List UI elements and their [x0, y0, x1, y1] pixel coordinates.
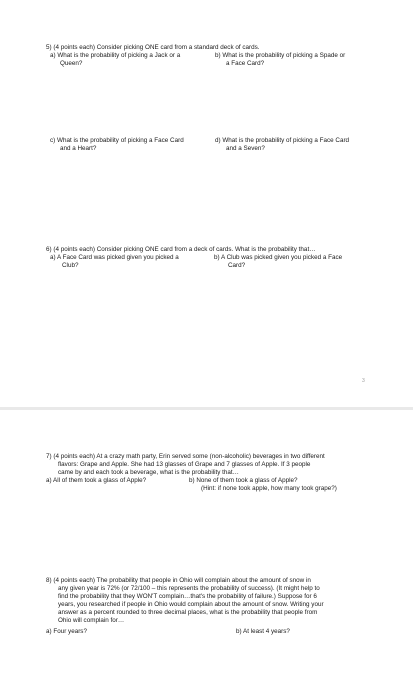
q5a-line1: a) What is the probability of picking a Jack or a: [50, 52, 181, 59]
q8-line5: answer as a percent rounded to three decimal places, what is the probability that people from: [58, 609, 318, 616]
q5b-line2: a Face Card?: [226, 60, 265, 67]
q8a: a) Four years?: [46, 628, 87, 635]
q6-heading: 6) (4 points each) Consider picking ONE card from a deck of cards. What is the probability that…: [46, 246, 316, 253]
q7b: b) None of them took a glass of Apple?: [189, 477, 298, 484]
q5-heading: 5) (4 points each) Consider picking ONE card from a standard deck of cards.: [46, 44, 260, 51]
worksheet-page-4: [0, 410, 413, 700]
q5c-line1: c) What is the probability of picking a Face Card: [50, 137, 184, 144]
q7-line2: flavors: Grape and Apple. She had 13 glasses of Grape and 7 glasses of Apple. If 3 people: [58, 461, 311, 468]
q8-line3: find the probability that they WON'T complain…that's the probability of failure.) Suppose for 6: [58, 593, 317, 600]
q8-line2: any given year is 72% (or 72/100 – this represents the probability of success). (It might help to: [58, 585, 320, 592]
q6b-line2: Card?: [228, 262, 246, 269]
q5c-line2: and a Heart?: [60, 145, 97, 152]
q6a-line1: a) A Face Card was picked given you picked a: [50, 254, 179, 261]
q8b: b) At least 4 years?: [236, 628, 290, 635]
q7-hint: (Hint: if none took apple, how many took grape?): [201, 485, 337, 492]
page-number: 3: [362, 378, 365, 384]
q8-line6: Ohio will complain for…: [58, 617, 125, 624]
q5b-line1: b) What is the probability of picking a Spade or: [215, 52, 346, 59]
q7a: a) All of them took a glass of Apple?: [46, 477, 147, 484]
q5d-line2: and a Seven?: [226, 145, 265, 152]
q8-line4: years, you researched if people in Ohio would complain about the amount of snow. Writing your: [58, 601, 324, 608]
q7-line1: 7) (4 points each) At a crazy math party, Erin served some (non-alcoholic) beverages in two different: [46, 453, 325, 460]
q7-line3: came by and each took a beverage, what is the probability that…: [58, 469, 239, 476]
q5d-line1: d) What is the probability of picking a Face Card: [215, 137, 350, 144]
q5a-line2: Queen?: [60, 60, 83, 67]
q6a-line2: Club?: [62, 262, 79, 269]
q6b-line1: b) A Club was picked given you picked a Face: [214, 254, 343, 261]
q8-line1: 8) (4 points each) The probability that people in Ohio will complain about the amount of snow in: [46, 577, 311, 584]
